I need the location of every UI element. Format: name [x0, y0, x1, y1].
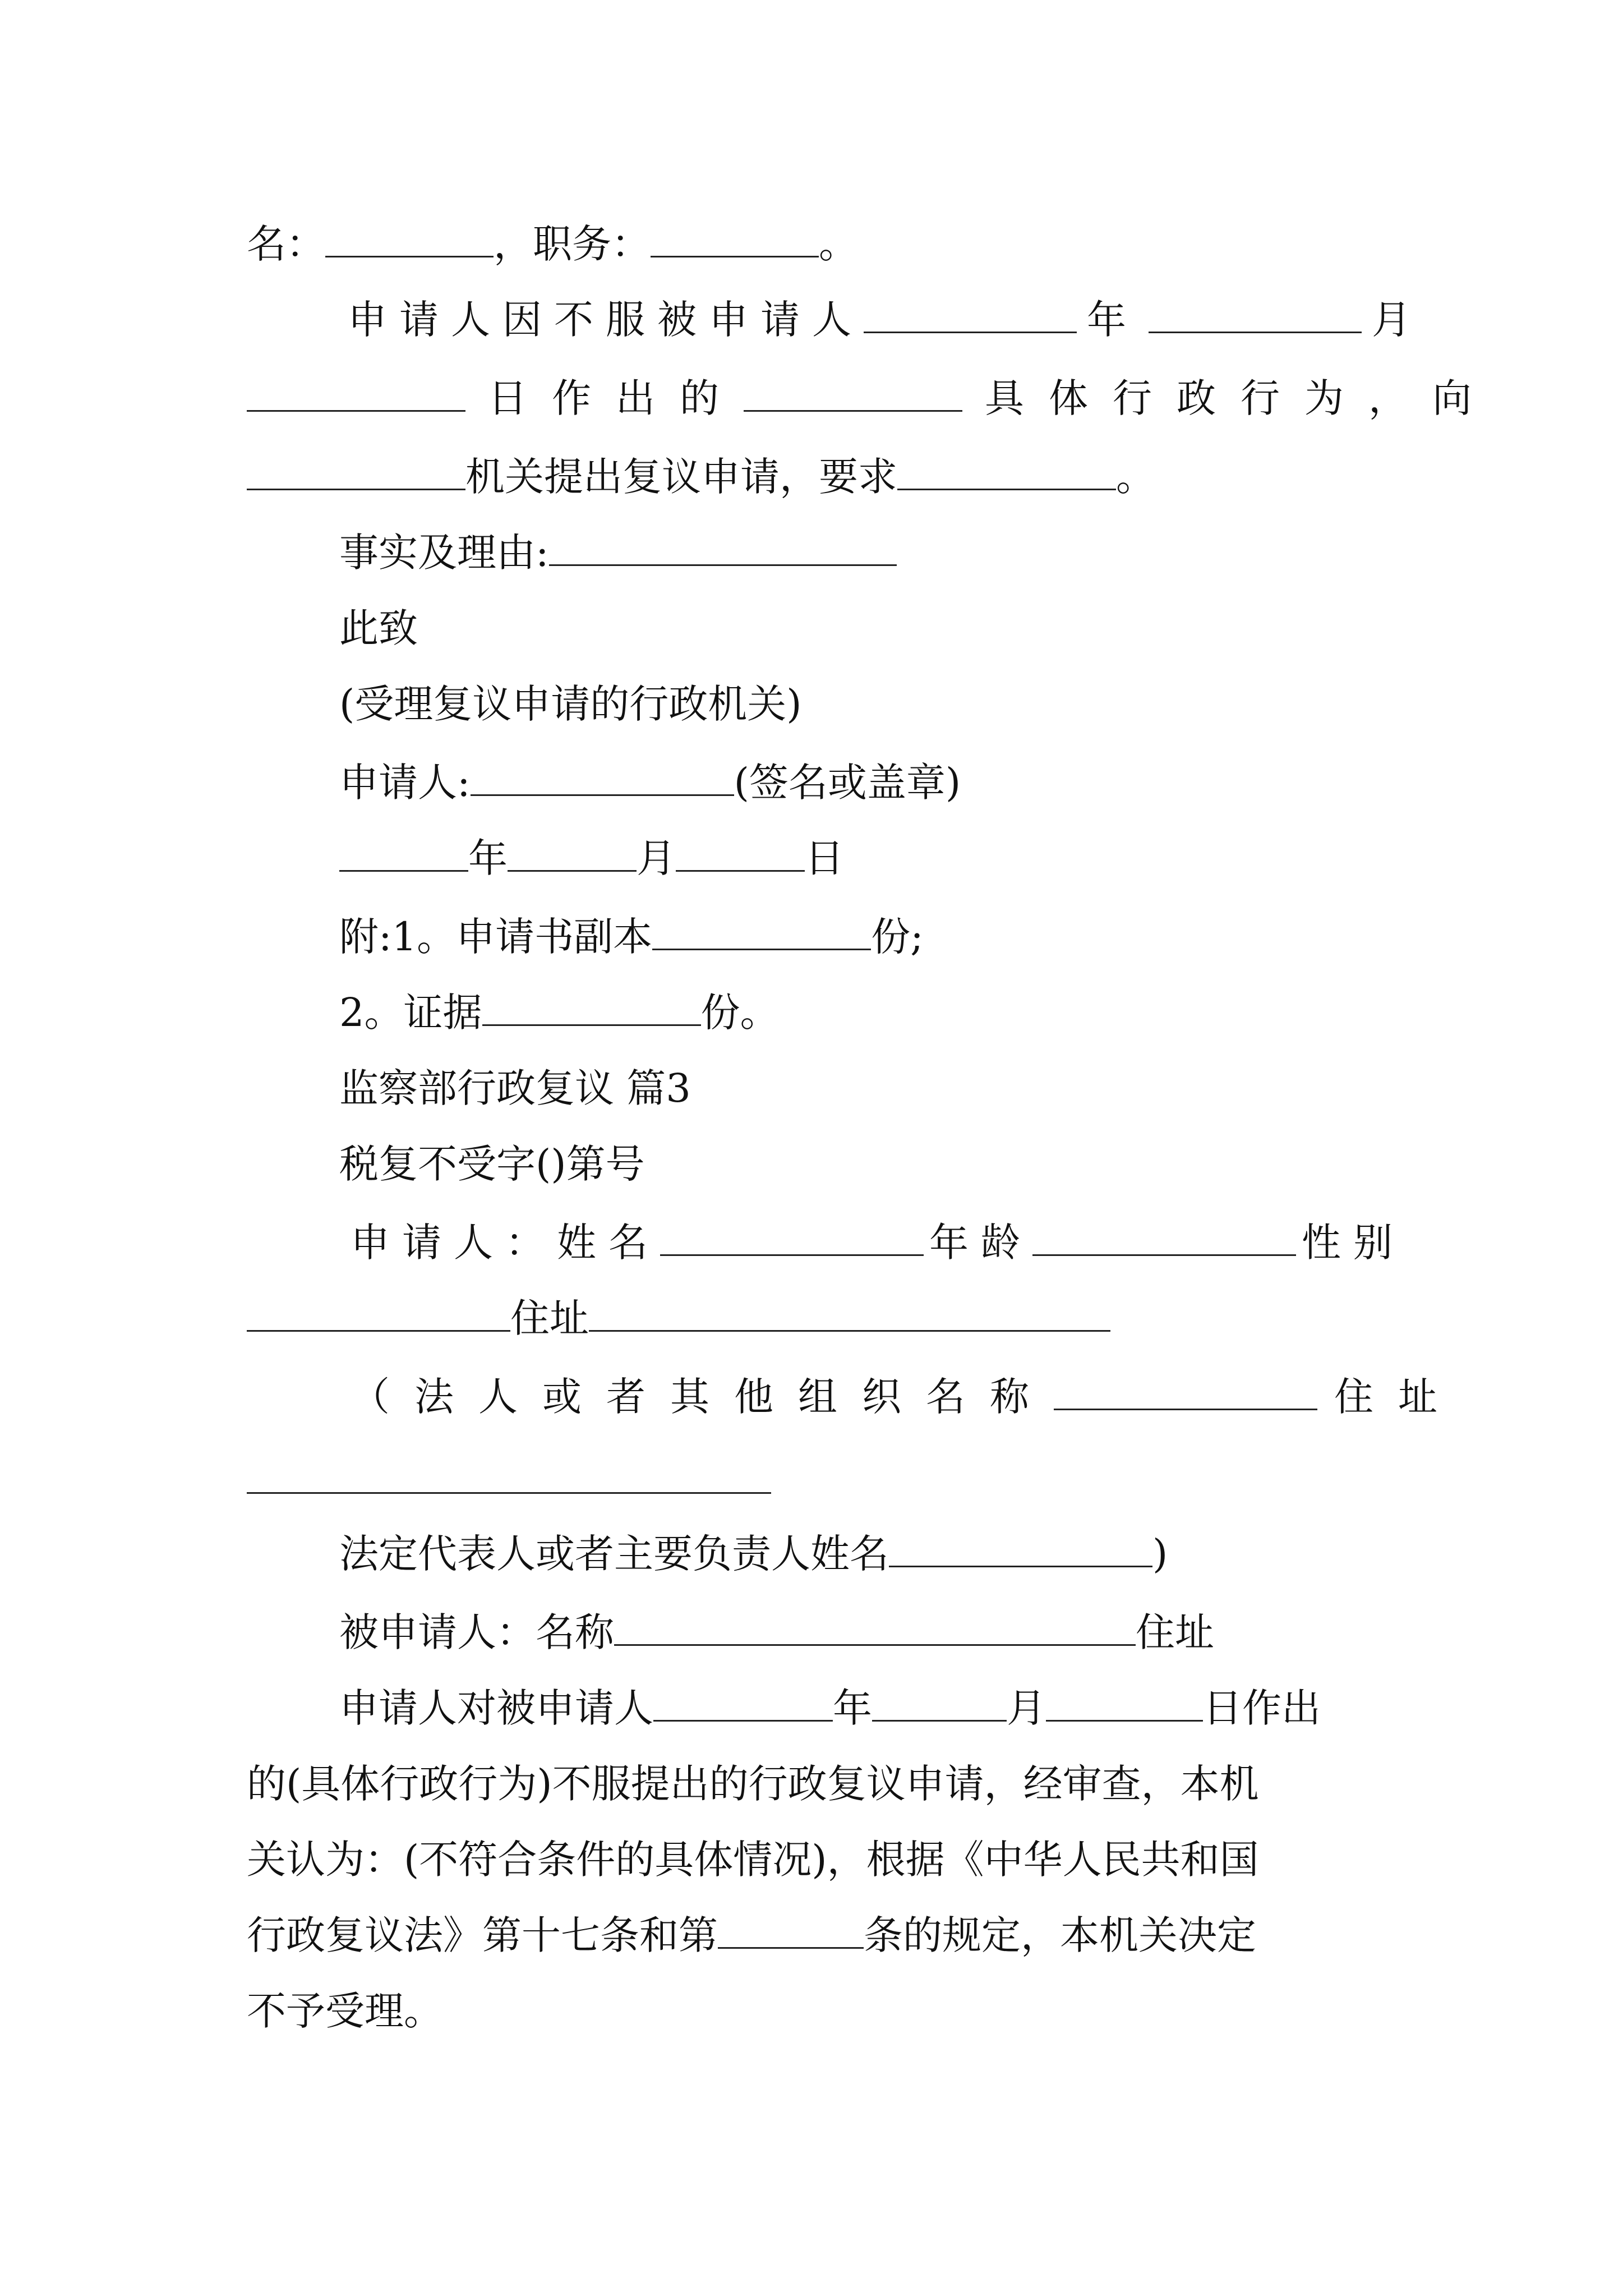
blank-org-address: [247, 1492, 771, 1494]
label-applicant-name: 申请人：姓名: [351, 1220, 660, 1266]
blank-month: [247, 371, 465, 412]
salutation: 此致: [339, 605, 418, 651]
blank-authority: [247, 449, 465, 490]
label-facts: 事实及理由:: [339, 530, 549, 576]
blank-legal-rep: [889, 1526, 1152, 1567]
blank-decision-year: [872, 1681, 1007, 1722]
close-paren: ): [1152, 1531, 1168, 1577]
blank-respondent-name: [614, 1605, 1136, 1646]
blank-evidence: [482, 985, 701, 1026]
blank-act: [744, 371, 962, 412]
blank-copies: [652, 909, 871, 950]
label-org-name: （法人或者其他组织名称: [351, 1374, 1054, 1420]
text-line-23: [247, 1907, 1256, 1963]
blank-name: [325, 217, 494, 257]
recipient-authority: (受理复议申请的行政机关): [339, 681, 802, 727]
blank-applicant-name: [660, 1215, 924, 1256]
attachment-2-unit: 份。: [700, 990, 780, 1036]
text-line-20: [339, 1680, 1321, 1736]
text-line-8: [339, 754, 961, 811]
text-line-4: [247, 449, 1155, 505]
period-4: 。: [1116, 454, 1155, 500]
blank-position: [651, 217, 819, 257]
blank-sign-month: [508, 831, 637, 872]
blank-article: [718, 1908, 864, 1949]
text-line-12: [339, 1060, 691, 1116]
label-admin-act: 具体行政行为，向: [985, 375, 1496, 421]
text-line-3: [247, 370, 1496, 426]
attachment-2-label: 2。证据: [339, 990, 482, 1036]
label-sign-month: 月: [637, 835, 676, 881]
applicant-intro: 申请人因不服被申请人: [348, 297, 864, 343]
label-name: 名：: [247, 221, 325, 267]
blank-address: [589, 1291, 1110, 1332]
blank-facts: [549, 525, 897, 566]
text-line-1: [247, 216, 858, 272]
label-applicant-sign: 申请人:: [339, 760, 471, 806]
decision-day: 日作出: [1203, 1685, 1321, 1731]
text-line-10: [339, 909, 924, 965]
label-gender: 性别: [1302, 1220, 1405, 1266]
label-respondent-address: 住址: [1136, 1609, 1214, 1655]
text-line-9: [339, 830, 844, 886]
label-sign-year: 年: [468, 835, 508, 881]
blank-decision-respondent: [653, 1681, 833, 1722]
period-1: 。: [819, 221, 858, 267]
decision-text-3a: 行政复议法》第十七条和第: [247, 1912, 718, 1958]
blank-sign-year: [339, 831, 468, 872]
text-line-14: [351, 1214, 1405, 1271]
text-line-6: [339, 600, 418, 656]
blank-sign-day: [676, 831, 805, 872]
label-respondent-name: 被申请人：名称: [339, 1609, 614, 1655]
attachment-1-unit: 份;: [871, 914, 924, 960]
text-line-21: [247, 1756, 1259, 1812]
text-line-19: [339, 1604, 1214, 1660]
label-position: ，职务：: [494, 221, 651, 267]
blank-respondent: [864, 292, 1077, 333]
decision-text-1: 的(具体行政行为)不服提出的行政复议申请，经审查，本机: [247, 1761, 1259, 1807]
decision-intro: 申请人对被申请人: [339, 1685, 653, 1731]
document-number: 税复不受字()第号: [339, 1141, 645, 1187]
label-day-made: 日作出的: [488, 375, 744, 421]
decision-text-2: 关认为：(不符合条件的具体情况)，根据《中华人民共和国: [247, 1837, 1259, 1883]
blank-org-name: [1054, 1369, 1317, 1410]
decision-month: 月: [1007, 1685, 1046, 1731]
decision-text-4: 不予受理。: [247, 1988, 443, 2034]
text-line-5: [339, 524, 897, 581]
text-line-15: [247, 1290, 1110, 1346]
text-line-11: [339, 984, 780, 1041]
blank-decision-month: [1046, 1681, 1203, 1722]
label-org-address: 住址: [1334, 1374, 1462, 1420]
text-line-24: [247, 1983, 443, 2039]
decision-year: 年: [833, 1685, 872, 1731]
attachment-1-label: 附:1。申请书副本: [339, 914, 653, 960]
blank-age: [1032, 1215, 1296, 1256]
label-sign-day: 日: [805, 835, 844, 881]
text-line-7: [339, 676, 802, 732]
blank-gender: [247, 1291, 510, 1332]
label-year: 年: [1087, 297, 1138, 343]
text-line-13: [339, 1136, 645, 1192]
blank-year: [1149, 292, 1362, 333]
text-line-16: [351, 1369, 1462, 1425]
label-legal-rep: 法定代表人或者主要负责人姓名: [339, 1531, 889, 1577]
section-heading: 监察部行政复议 篇3: [339, 1065, 691, 1111]
blank-signature: [471, 755, 734, 796]
label-address: 住址: [510, 1295, 589, 1341]
label-sign-or-seal: (签名或盖章): [734, 760, 961, 806]
text-line-2: [348, 292, 1423, 348]
text-line-18: [339, 1526, 1168, 1582]
label-month: 月: [1372, 297, 1423, 343]
blank-request: [897, 449, 1116, 490]
label-authority-request: 机关提出复议申请，要求: [465, 454, 897, 500]
label-age: 年龄: [929, 1220, 1032, 1266]
text-line-22: [247, 1832, 1259, 1888]
decision-text-3b: 条的规定，本机关决定: [864, 1912, 1256, 1958]
